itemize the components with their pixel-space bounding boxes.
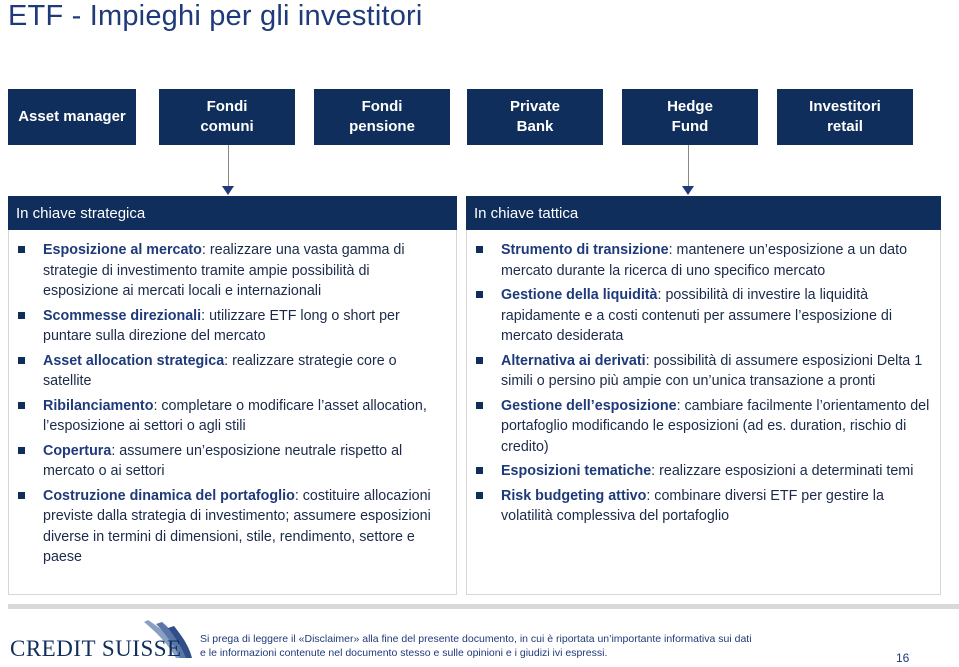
strategic-list xyxy=(9,240,456,568)
footer-divider xyxy=(8,604,959,609)
page-title: ETF - Impieghi per gli investitori xyxy=(8,0,423,32)
category-investitori-retail: Investitori retail xyxy=(777,89,913,145)
square-bullet-icon xyxy=(18,402,25,409)
list-item xyxy=(9,306,456,347)
category-asset-manager: Asset manager xyxy=(8,89,136,145)
item-lead: Costruzione dinamica del portafoglio xyxy=(43,487,295,504)
list-item xyxy=(9,351,456,392)
item-lead: Copertura xyxy=(43,442,112,459)
connector-line-right xyxy=(688,145,689,187)
item-text: : realizzare strategie core o satellite xyxy=(43,352,397,389)
list-item xyxy=(467,240,940,281)
item-lead: Ribilanciamento xyxy=(43,397,154,414)
list-item xyxy=(467,285,940,347)
item-lead: Gestione dell’esposizione xyxy=(501,397,677,414)
item-lead: Risk budgeting attivo xyxy=(501,487,647,504)
panel-strategic xyxy=(8,230,457,595)
item-text: : realizzare una vasta gamma di strategie di investimento tramite ampie possibilità di esposizione ai mercati locali e internazionali xyxy=(43,242,405,299)
list-item xyxy=(467,396,940,458)
category-hedge-fund: Hedge Fund xyxy=(622,89,758,145)
list-item xyxy=(467,486,940,527)
item-lead: Esposizioni tematiche xyxy=(501,463,652,479)
item-text: : combinare diversi ETF per gestire la volatilità complessiva del portafoglio xyxy=(501,487,884,524)
list-item xyxy=(9,441,456,482)
item-lead: Strumento di transizione xyxy=(501,242,669,258)
category-private-bank: Private Bank xyxy=(467,89,603,145)
item-lead: Gestione della liquidità xyxy=(501,287,658,303)
page-number: 16 xyxy=(896,651,910,665)
panel-header-strategic: In chiave strategica xyxy=(8,196,457,230)
item-lead: Alternativa ai derivati xyxy=(501,352,646,369)
square-bullet-icon xyxy=(476,357,483,364)
item-text: : costituire allocazioni previste dalla strategia di investimento; assumere esposizioni diverse in termini di dimensioni, stile, rendimento, settore e paese xyxy=(43,487,431,565)
square-bullet-icon xyxy=(476,467,483,474)
tactical-list xyxy=(467,240,940,527)
square-bullet-icon xyxy=(476,492,483,499)
credit-suisse-logo xyxy=(6,618,201,664)
square-bullet-icon xyxy=(476,402,483,409)
logo-text: CREDIT SUISSE xyxy=(10,636,182,661)
square-bullet-icon xyxy=(18,492,25,499)
category-fondi-pensione: Fondi pensione xyxy=(314,89,450,145)
arrow-down-icon xyxy=(222,186,234,195)
item-text: : possibilità di investire la liquidità rapidamente e a costi contenuti per assumere l’esposizione di mercato desiderata xyxy=(501,287,893,344)
item-text: : completare o modificare l’asset allocation, l’esposizione ai settori o agli stili xyxy=(43,397,427,434)
item-text: : mantenere un’esposizione a un dato mercato durante la ricerca di uno specifico mercato xyxy=(501,242,908,279)
connector-line-left xyxy=(228,145,229,187)
arrow-down-icon xyxy=(682,186,694,195)
list-item xyxy=(9,486,456,568)
category-fondi-comuni: Fondi comuni xyxy=(159,89,295,145)
panel-header-tactical: In chiave tattica xyxy=(466,196,941,230)
square-bullet-icon xyxy=(18,312,25,319)
panel-tactical xyxy=(466,230,941,595)
item-text: : possibilità di assumere esposizioni Delta 1 simili o persino più ampie con un’unica transazione a pronti xyxy=(501,352,923,389)
item-text: : assumere un’esposizione neutrale rispetto al mercato o ai settori xyxy=(43,442,403,479)
item-lead: Scommesse direzionali xyxy=(43,307,202,324)
square-bullet-icon xyxy=(18,447,25,454)
square-bullet-icon xyxy=(18,357,25,364)
item-text: : cambiare facilmente l’orientamento del portafoglio modificando le esposizioni (ad es. duration, rischio di credito) xyxy=(501,397,930,455)
list-item xyxy=(9,396,456,437)
square-bullet-icon xyxy=(476,291,483,298)
disclaimer-text: Si prega di leggere il «Disclaimer» alla fine del presente documento, in cui è riportata un’importante informativa sui dati e le informazioni contenute nel documento stesso e sulle opinioni e i giudizi ivi espressi. xyxy=(200,633,752,659)
list-item xyxy=(9,240,456,302)
item-lead: Asset allocation strategica xyxy=(43,352,225,369)
item-lead: Esposizione al mercato xyxy=(43,242,202,258)
item-text: : utilizzare ETF long o short per puntare sulla direzione del mercato xyxy=(43,307,400,344)
list-item xyxy=(467,351,940,392)
square-bullet-icon xyxy=(476,246,483,253)
square-bullet-icon xyxy=(18,246,25,253)
list-item xyxy=(467,461,940,482)
item-text: : realizzare esposizioni a determinati temi xyxy=(651,463,914,479)
